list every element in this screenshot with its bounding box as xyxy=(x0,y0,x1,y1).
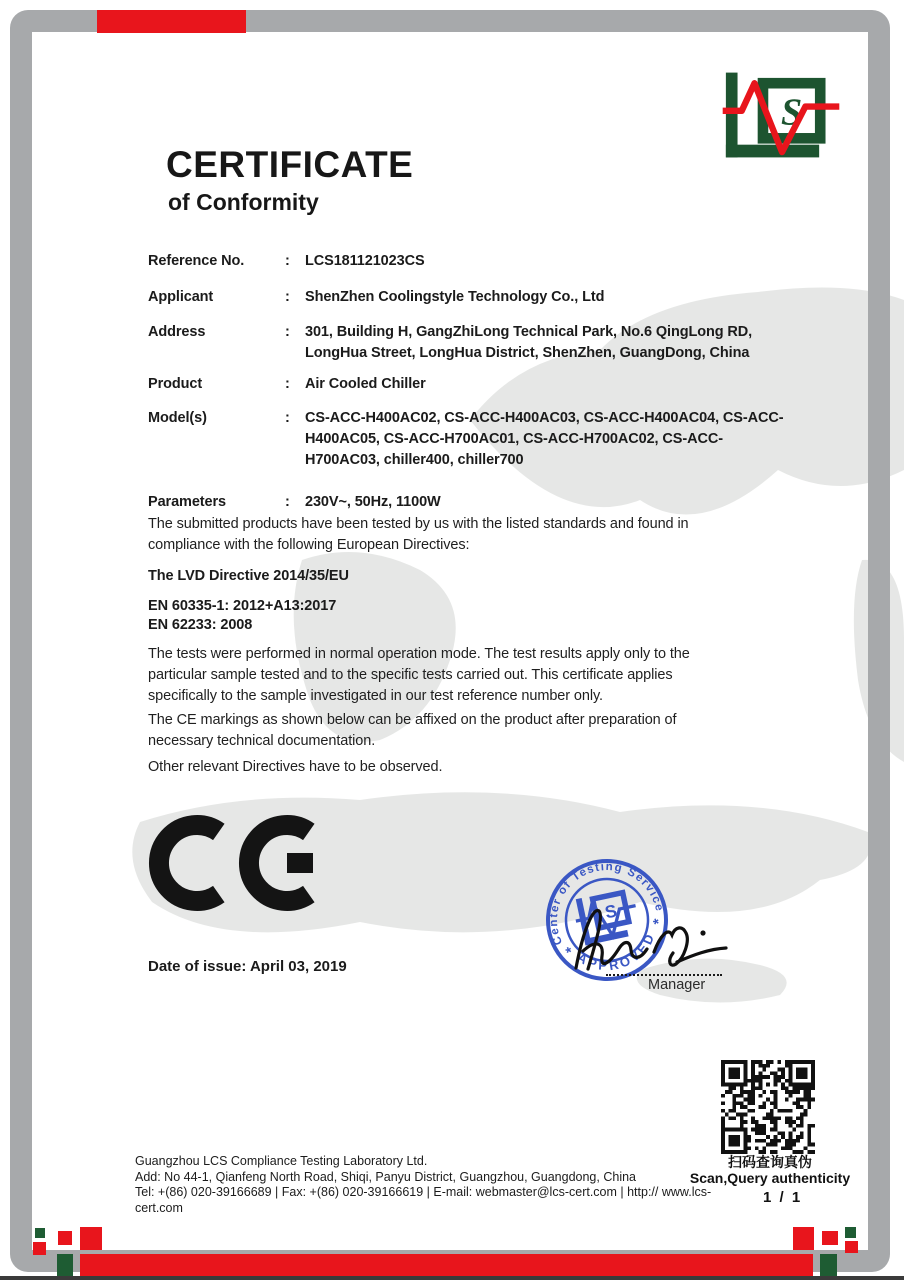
field-value: CS-ACC-H400AC02, CS-ACC-H400AC03, CS-ACC-H400AC04, CS-ACC-H400AC05, CS-ACC-H700AC01, CS-ACC-H700AC02, CS-ACC-H700AC03, chiller400, chiller700 xyxy=(305,410,784,468)
corner-square xyxy=(57,1254,73,1277)
certificate-title: CERTIFICATE xyxy=(166,144,414,185)
footer-address: Add: No 44-1, Qianfeng North Road, Shiqi, Panyu District, Guangzhou, Guangdong, China xyxy=(135,1169,636,1184)
page-number: 1 / 1 xyxy=(763,1189,803,1206)
stamp-arc-bottom-text: APPROVED xyxy=(574,929,659,974)
field-label: Parameters xyxy=(148,494,226,510)
stamp-logo-letter: S xyxy=(603,900,619,923)
field-row-address xyxy=(148,322,808,364)
tests-paragraph: The tests were performed in normal operation mode. The test results apply only to the particular sample tested and to the specific tests carried out. This certificate applies specifically to the sample investigated in our test reference number only. xyxy=(148,646,690,704)
corner-square xyxy=(820,1254,837,1277)
field-colon: : xyxy=(285,289,290,305)
standard-line: EN 62233: 2008 xyxy=(148,617,253,633)
stamp-arc-top-text: Center of Testing Service xyxy=(547,860,666,947)
field-value: 301, Building H, GangZhiLong Technical Park, No.6 QingLong RD, LongHua Street, LongHua District, ShenZhen, GuangDong, China xyxy=(305,324,753,361)
standards-list xyxy=(148,597,740,635)
field-colon: : xyxy=(285,324,290,340)
top-red-accent-bar xyxy=(97,10,246,33)
signature-dotted-line xyxy=(606,974,722,976)
field-value: Air Cooled Chiller xyxy=(305,376,426,392)
stamp-star-right: * xyxy=(651,915,663,934)
intro-paragraph: The submitted products have been tested by us with the listed standards and found in compliance with the following European Directives: xyxy=(148,516,689,553)
qr-caption-zh: 扫码查询真伪 xyxy=(728,1154,812,1170)
field-row-product xyxy=(148,374,808,395)
field-value: ShenZhen Coolingstyle Technology Co., Ltd xyxy=(305,289,605,305)
field-colon: : xyxy=(285,410,290,426)
field-value: 230V~, 50Hz, 1100W xyxy=(305,494,441,510)
lcs-logo-icon xyxy=(722,62,840,168)
footer-contacts: Tel: +(86) 020-39166689 | Fax: +(86) 020-39166619 | E-mail: webmaster@lcs-cert.com | http:// www.lcs-cert.com xyxy=(135,1185,712,1215)
ce-markings-paragraph: The CE markings as shown below can be affixed on the product after preparation of necessary technical documentation. xyxy=(148,712,677,749)
footer-company: Guangzhou LCS Compliance Testing Laboratory Ltd. xyxy=(135,1154,428,1168)
field-row-reference xyxy=(148,251,808,272)
corner-square xyxy=(80,1227,102,1250)
stamp-star-left: * xyxy=(563,943,575,962)
field-colon: : xyxy=(285,253,290,269)
standard-line: EN 60335-1: 2012+A13:2017 xyxy=(148,598,337,614)
field-label: Applicant xyxy=(148,289,214,305)
signer-title: Manager xyxy=(648,977,706,993)
approval-stamp xyxy=(533,843,743,1003)
field-row-parameters xyxy=(148,492,808,513)
field-value: LCS181121023CS xyxy=(305,253,425,269)
directive-line: The LVD Directive 2014/35/EU xyxy=(148,568,349,584)
footer-block xyxy=(135,1154,735,1216)
ce-mark-icon xyxy=(147,811,317,915)
date-of-issue: Date of issue: April 03, 2019 xyxy=(148,958,347,975)
field-row-applicant xyxy=(148,287,808,308)
corner-square xyxy=(33,1242,46,1255)
field-label: Model(s) xyxy=(148,410,207,426)
corner-square xyxy=(793,1227,814,1250)
logo-letter: S xyxy=(780,91,803,134)
corner-square xyxy=(845,1241,858,1253)
field-colon: : xyxy=(285,494,290,510)
field-row-models xyxy=(148,408,808,471)
corner-square xyxy=(35,1228,45,1238)
corner-square xyxy=(845,1227,856,1238)
field-label: Product xyxy=(148,376,203,392)
corner-square xyxy=(822,1231,838,1245)
field-colon: : xyxy=(285,376,290,392)
other-directives-paragraph: Other relevant Directives have to be observed. xyxy=(148,759,443,775)
corner-square xyxy=(58,1231,72,1245)
field-label: Reference No. xyxy=(148,253,245,269)
qr-caption-en: Scan,Query authenticity xyxy=(689,1170,851,1186)
scan-edge-line xyxy=(0,1276,904,1280)
qr-code xyxy=(721,1060,815,1154)
field-label: Address xyxy=(148,324,206,340)
certificate-subtitle: of Conformity xyxy=(168,189,319,215)
